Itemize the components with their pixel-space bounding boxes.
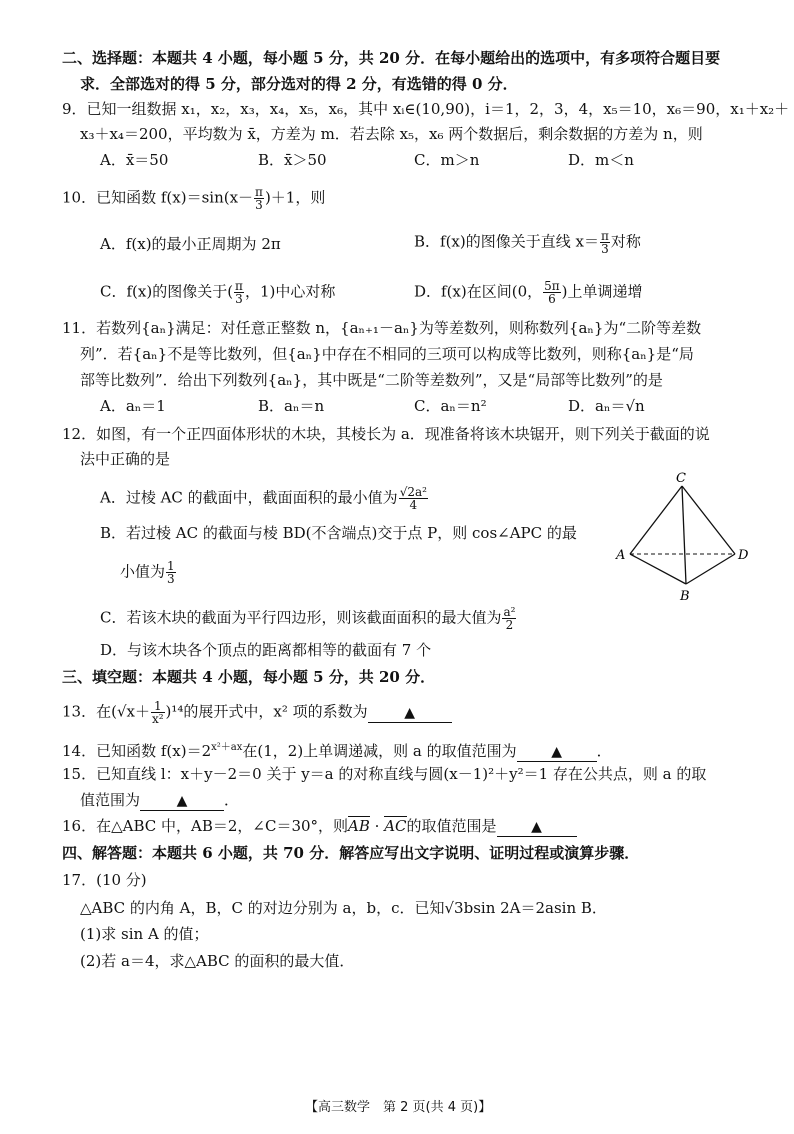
q14-text-end: 在(1，2)上单调递减，则 a 的取值范围为 (242, 742, 517, 760)
edge-ca (630, 486, 682, 554)
question-10-option-d (414, 280, 643, 305)
fraction-numerator: π (255, 185, 263, 199)
section-2-header-line1: 二、选择题：本题共 4 小题，每小题 5 分，共 20 分．在每小题给出的选项中，有多项符合题目要 (62, 49, 721, 67)
q16-text: 16．在△ABC 中，AB＝2，∠C＝30°，则 (62, 817, 349, 835)
triangle-icon: ▲ (551, 744, 563, 760)
dot-operator: · (369, 817, 385, 835)
edge-cd (682, 486, 735, 554)
section-2-header-line2: 求．全部选对的得 5 分，部分选对的得 2 分，有选错的得 0 分． (80, 75, 518, 93)
fraction-denominator: 4 (409, 498, 418, 512)
q13-text: 13．在(√x＋ (62, 702, 150, 721)
fraction (151, 700, 165, 725)
question-10-stem-end: )＋1，则 (264, 188, 326, 207)
question-10-option-a: A．f(x)的最小正周期为 2π (100, 235, 281, 253)
option-b-end: 对称 (610, 232, 641, 251)
question-9-line2: x₃＋x₄＝200，平均数为 x̄，方差为 m．若去除 x₅，x₆ 两个数据后，剩余数据的方差为 n，则 (80, 125, 703, 143)
question-13 (62, 700, 452, 725)
edge-db (686, 554, 735, 584)
q14-exponent: x²＋ax (211, 742, 243, 753)
fraction-numerator: √2a² (399, 485, 427, 499)
option-c-text: C．f(x)的图像关于( (100, 282, 234, 301)
q14-text: 14．已知函数 f(x)＝2 (62, 742, 212, 760)
edge-ab (630, 554, 686, 584)
vertex-label-d: D (738, 548, 749, 563)
q15-period: ． (224, 791, 240, 809)
question-11-option-a: A．aₙ＝1 (100, 397, 166, 415)
fraction-denominator: 3 (235, 292, 243, 306)
fraction (399, 486, 428, 511)
answer-blank[interactable] (140, 791, 224, 811)
question-16 (62, 816, 577, 837)
vertex-label-b: B (680, 589, 690, 604)
question-17-header: 17．(10 分) (62, 871, 147, 889)
q13-text-end: )¹⁴的展开式中，x² 项的系数为 (165, 702, 368, 721)
fraction (600, 230, 610, 255)
question-11-option-d: D．aₙ＝√n (568, 397, 645, 415)
vector-ab: AB (348, 817, 370, 835)
option-c-end: ，1)中心对称 (244, 282, 336, 301)
answer-blank[interactable] (368, 703, 452, 723)
page-footer: 【高三数学 第 2 页(共 4 页)】 (305, 1100, 492, 1115)
vertex-label-c: C (676, 471, 686, 486)
question-10-option-b (414, 230, 641, 255)
question-14 (62, 738, 612, 762)
fraction (254, 186, 264, 211)
question-17-part-1: (1)求 sin A 的值； (80, 925, 209, 943)
question-17-part-2: (2)若 a＝4，求△ABC 的面积的最大值． (80, 952, 355, 970)
question-12-option-a (100, 486, 429, 511)
q16-text-end: 的取值范围是 (406, 817, 497, 835)
edge-cb (682, 486, 686, 584)
question-15-line2 (80, 790, 239, 811)
question-12-line2: 法中正确的是 (80, 450, 171, 468)
fraction-numerator: π (235, 279, 243, 293)
fraction (502, 606, 516, 631)
question-11-line3: 部等比数列”．给出下列数列{aₙ}，其中既是“二阶等差数列”，又是“局部等比数列”的是 (80, 371, 663, 389)
question-12-option-d: D．与该木块各个顶点的距离都相等的截面有 7 个 (100, 641, 432, 659)
triangle-icon: ▲ (531, 819, 542, 835)
question-9-option-b: B．x̄＞50 (258, 151, 327, 169)
fraction-denominator: 3 (167, 572, 175, 586)
answer-blank[interactable] (497, 817, 577, 837)
fraction-numerator: 5π (544, 279, 560, 293)
option-b-text: 小值为 (120, 562, 166, 581)
fraction-denominator: 3 (255, 198, 263, 212)
vector-ac: AC (384, 817, 407, 835)
answer-blank[interactable] (517, 742, 597, 762)
q14-period: ． (596, 742, 612, 760)
vertex-label-a: A (616, 548, 626, 563)
option-b-text: B．f(x)的图像关于直线 x＝ (414, 232, 599, 251)
question-11-option-c: C．aₙ＝n² (414, 397, 487, 415)
fraction-denominator: x² (151, 712, 164, 726)
fraction (234, 280, 244, 305)
question-11-line2: 列”．若{aₙ}不是等比数列，但{aₙ}中存在不相同的三项可以构成等比数列，则称{aₙ}是“局 (80, 345, 694, 363)
option-c-text: C．若该木块的截面为平行四边形，则该截面面积的最大值为 (100, 608, 502, 627)
fraction-numerator: a² (503, 605, 516, 619)
question-9-option-a: A．x̄＝50 (100, 151, 169, 169)
fraction-numerator: 1 (151, 700, 165, 713)
fraction-numerator: 1 (167, 559, 175, 573)
question-17-stem: △ABC 的内角 A，B，C 的对边分别为 a，b，c．已知√3bsin 2A＝2asin B． (80, 899, 607, 917)
fraction (166, 560, 176, 585)
question-9-option-d: D．m＜n (568, 151, 634, 169)
question-9-option-c: C．m＞n (414, 151, 480, 169)
fraction-denominator: 6 (548, 292, 556, 306)
section-3-header: 三、填空题：本题共 4 小题，每小题 5 分，共 20 分． (62, 668, 436, 686)
question-9-line1: 9．已知一组数据 x₁，x₂，x₃，x₄，x₅，x₆，其中 xᵢ∈(10,90)，i＝1，2，3，4，x₅＝10，x₆＝90，x₁＋x₂＋ (62, 100, 790, 118)
question-15-line1: 15．已知直线 l：x＋y－2＝0 关于 y＝a 的对称直线与圆(x－1)²＋y²＝1 存在公共点，则 a 的取 (62, 765, 707, 783)
option-a-text: A．过棱 AC 的截面中，截面面积的最小值为 (100, 488, 398, 507)
question-10-option-c (100, 280, 335, 305)
question-12-option-b-line1: B．若过棱 AC 的截面与棱 BD(不含端点)交于点 P，则 cos∠APC 的最 (100, 524, 577, 542)
option-d-end: )上单调递增 (561, 282, 643, 301)
q15-text: 值范围为 (80, 791, 141, 809)
question-12-option-c (100, 606, 517, 631)
question-10-stem (62, 186, 325, 211)
section-4-header: 四、解答题：本题共 6 小题，共 70 分．解答应写出文字说明、证明过程或演算步骤． (62, 844, 640, 862)
triangle-icon: ▲ (176, 793, 188, 809)
fraction-denominator: 2 (505, 618, 514, 632)
fraction-denominator: 3 (601, 242, 609, 256)
question-12-line1: 12．如图，有一个正四面体形状的木块，其棱长为 a．现准备将该木块锯开，则下列关于截面的说 (62, 425, 710, 443)
tetrahedron-figure (610, 470, 770, 610)
question-11-line1: 11．若数列{aₙ}满足：对任意正整数 n，{aₙ₊₁－aₙ}为等差数列，则称数列{aₙ}为“二阶等差数 (62, 319, 702, 337)
option-d-text: D．f(x)在区间(0， (414, 282, 543, 301)
triangle-icon: ▲ (404, 704, 416, 721)
question-10-stem-text: 10．已知函数 f(x)＝sin(x－ (62, 188, 254, 207)
fraction (543, 280, 561, 305)
question-11-option-b: B．aₙ＝n (258, 397, 325, 415)
fraction-numerator: π (600, 229, 609, 243)
question-12-option-b-line2 (120, 560, 177, 585)
